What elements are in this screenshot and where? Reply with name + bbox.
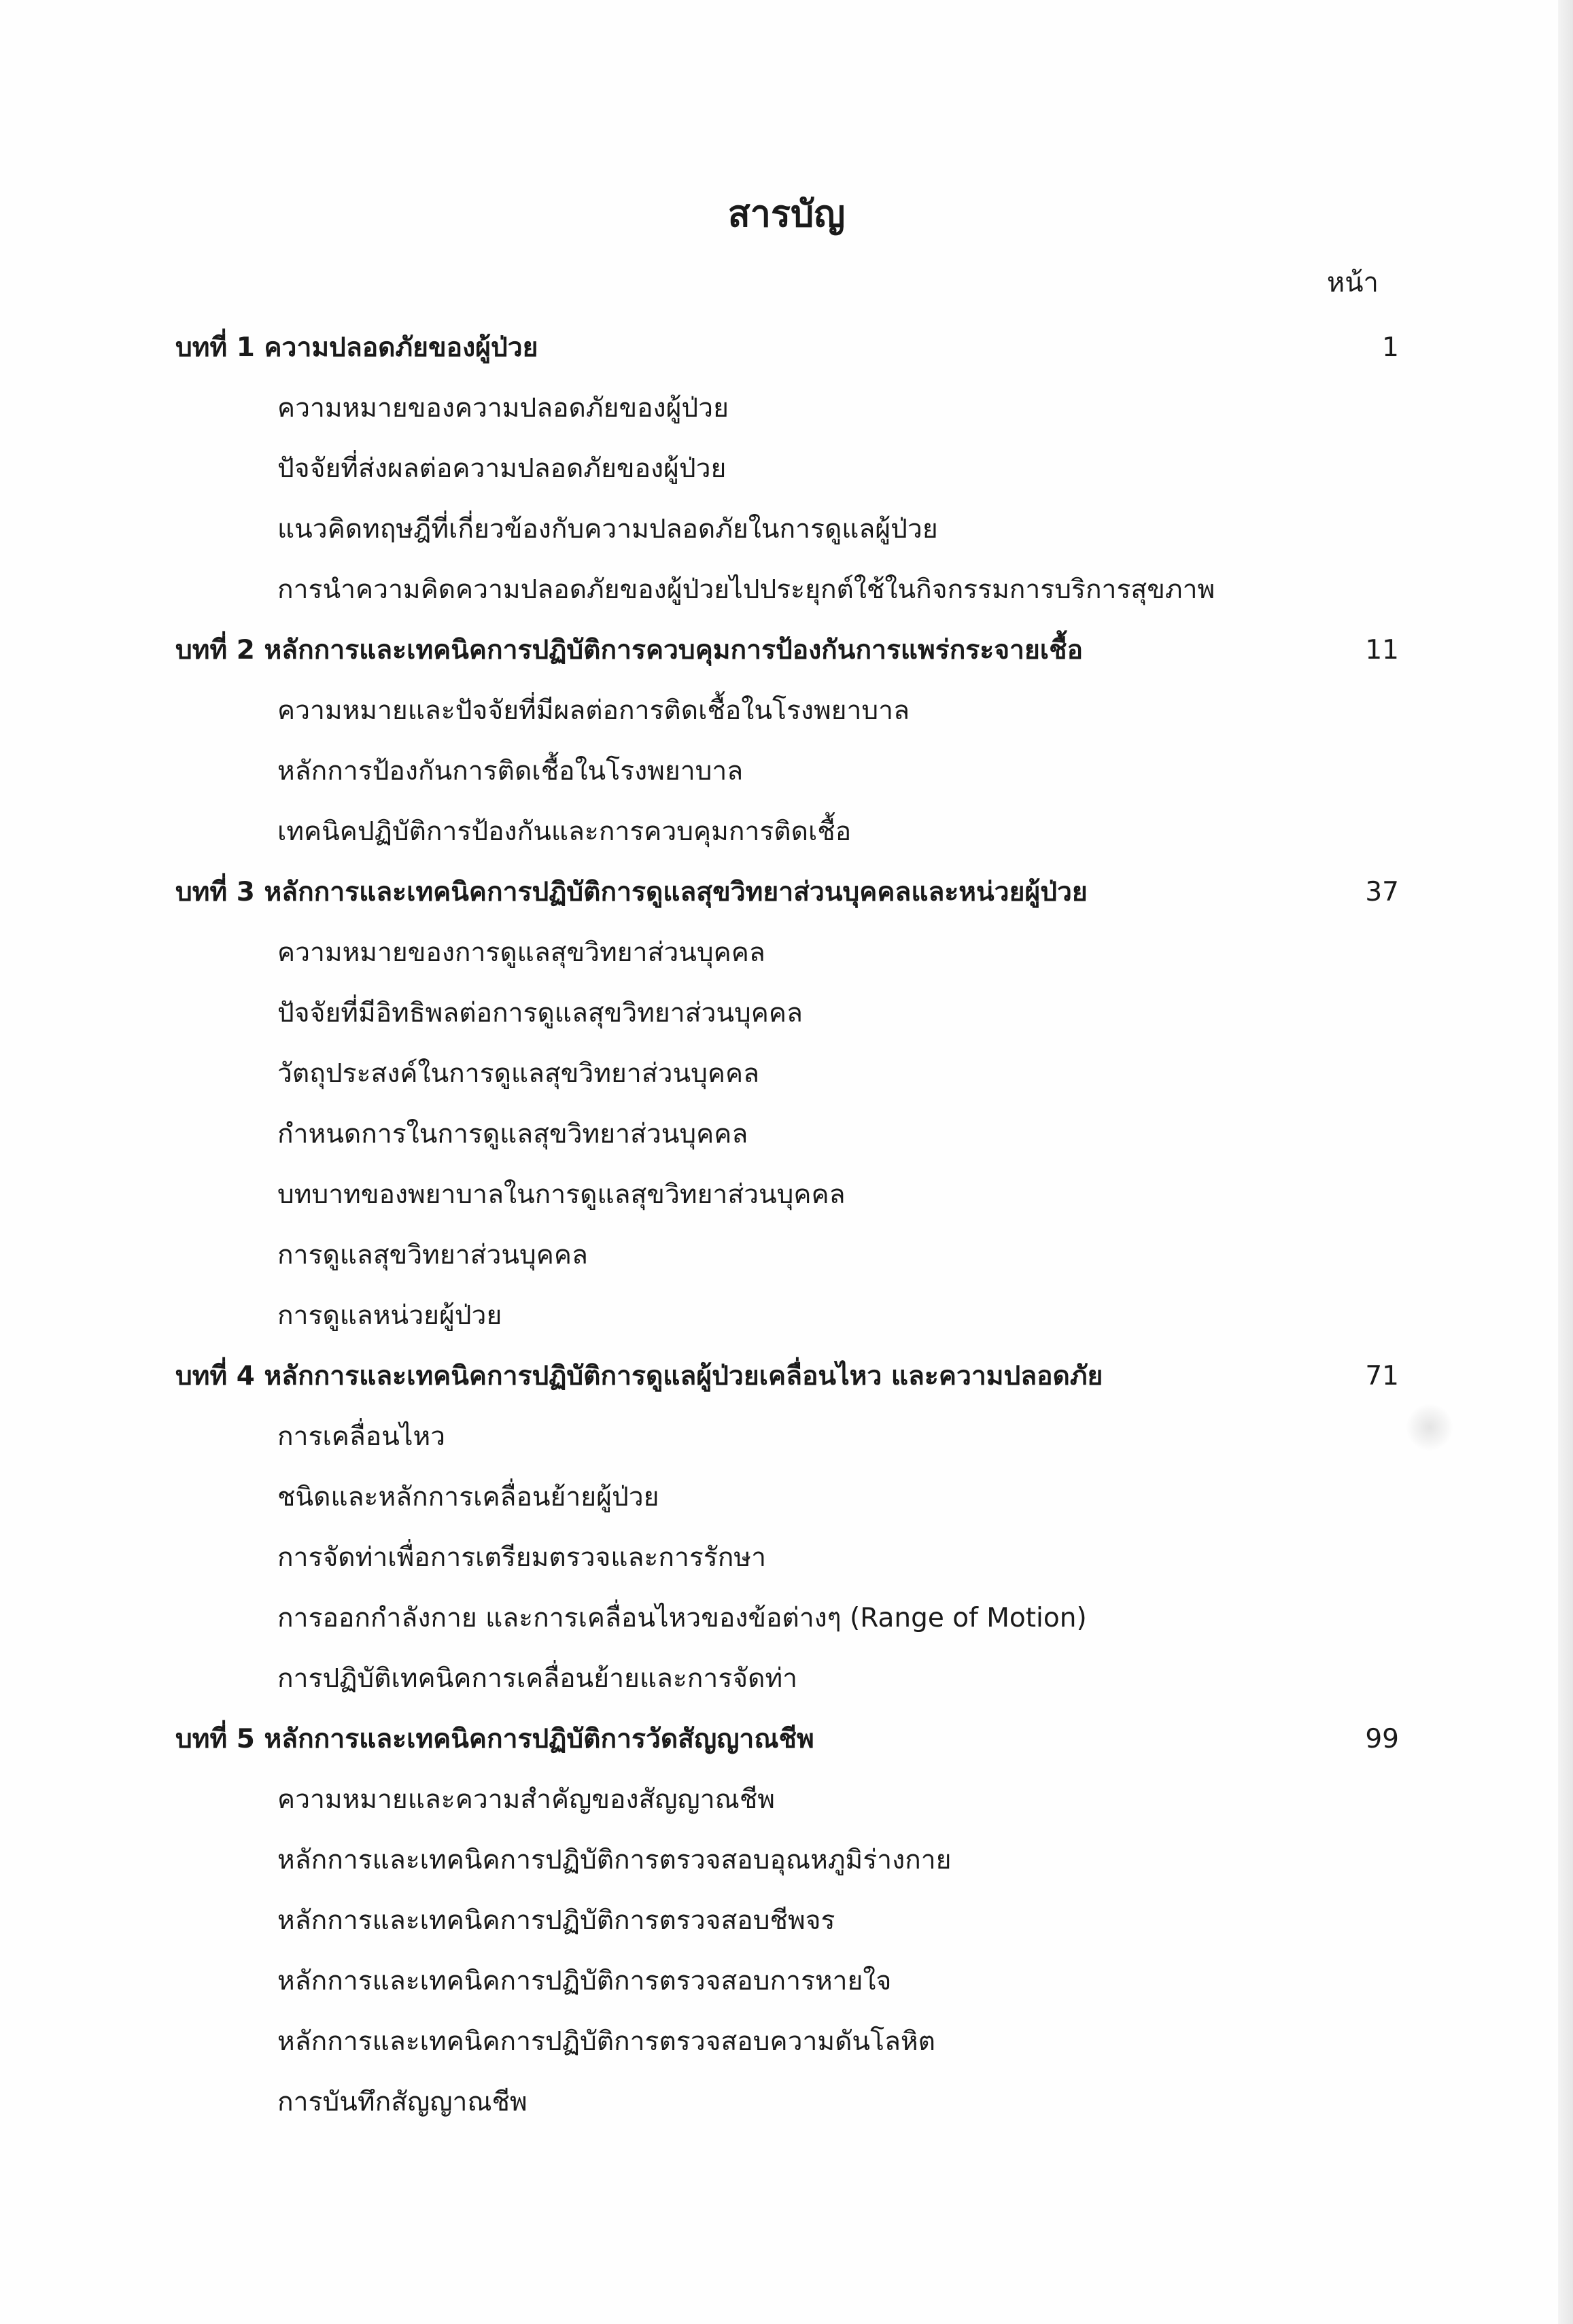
page-title: สารบัญ <box>727 192 846 235</box>
chapter-3-row[interactable] <box>175 864 1399 924</box>
topic-item[interactable] <box>175 1892 1399 1953</box>
chapter-1-row[interactable] <box>175 319 1399 380</box>
topic-item[interactable] <box>175 924 1399 985</box>
chapter-title: บทที่ 1 ความปลอดภัยของผู้ป่วย <box>175 332 538 363</box>
topic-text: การออกกำลังกาย และการเคลื่อนไหวของข้อต่างๆ (Range of Motion) <box>277 1603 1087 1633</box>
topic-text: หลักการและเทคนิคการปฏิบัติการตรวจสอบการหายใจ <box>277 1966 892 1996</box>
chapter-title: บทที่ 4 หลักการและเทคนิคการปฏิบัติการดูแลผู้ป่วยเคลื่อนไหว และความปลอดภัย <box>175 1361 1103 1391</box>
topic-item[interactable] <box>175 743 1399 803</box>
paper-stain <box>1406 1404 1453 1451</box>
chapter-title: บทที่ 5 หลักการและเทคนิคการปฏิบัติการวัดสัญญาณชีพ <box>175 1724 814 1754</box>
topic-item[interactable] <box>175 440 1399 501</box>
chapter-page-number: 99 <box>1365 1724 1399 1754</box>
topic-item[interactable] <box>175 501 1399 561</box>
topic-item[interactable] <box>175 2013 1399 2074</box>
topic-text: หลักการป้องกันการติดเชื้อในโรงพยาบาล <box>277 756 744 786</box>
topic-item[interactable] <box>175 1832 1399 1892</box>
topic-item[interactable] <box>175 803 1399 864</box>
topic-item[interactable] <box>175 380 1399 440</box>
table-of-contents <box>175 319 1399 2134</box>
topic-item[interactable] <box>175 1106 1399 1166</box>
topic-item[interactable] <box>175 1408 1399 1469</box>
topic-text: ความหมายและความสำคัญของสัญญาณชีพ <box>277 1784 776 1815</box>
topic-text: หลักการและเทคนิคการปฏิบัติการตรวจสอบชีพจร <box>277 1905 835 1936</box>
topic-item[interactable] <box>175 1590 1399 1650</box>
topic-text: แนวคิดทฤษฎีที่เกี่ยวข้องกับความปลอดภัยในการดูแลผู้ป่วย <box>277 514 938 544</box>
topic-item[interactable] <box>175 985 1399 1045</box>
chapter-2-row[interactable] <box>175 622 1399 682</box>
topic-text: หลักการและเทคนิคการปฏิบัติการตรวจสอบความดันโลหิต <box>277 2026 935 2057</box>
topic-text: ปัจจัยที่ส่งผลต่อความปลอดภัยของผู้ป่วย <box>277 453 727 484</box>
chapter-page-number: 1 <box>1382 332 1399 363</box>
topic-text: ปัจจัยที่มีอิทธิพลต่อการดูแลสุขวิทยาส่วนบุคคล <box>277 998 803 1028</box>
topic-text: หลักการและเทคนิคการปฏิบัติการตรวจสอบอุณหภูมิร่างกาย <box>277 1845 952 1875</box>
topic-text: ความหมายของการดูแลสุขวิทยาส่วนบุคคล <box>277 937 765 968</box>
chapter-title: บทที่ 2 หลักการและเทคนิคการปฏิบัติการควบคุมการป้องกันการแพร่กระจายเชื้อ <box>175 635 1084 665</box>
page-edge <box>1558 0 1573 2324</box>
topic-text: ความหมายของความปลอดภัยของผู้ป่วย <box>277 393 729 423</box>
page-number-column-header: หน้า <box>1326 267 1379 298</box>
topic-item[interactable] <box>175 1650 1399 1711</box>
topic-text: การบันทึกสัญญาณชีพ <box>277 2087 528 2117</box>
topic-item[interactable] <box>175 1045 1399 1106</box>
chapter-page-number: 71 <box>1365 1361 1399 1391</box>
topic-text: การดูแลหน่วยผู้ป่วย <box>277 1300 502 1331</box>
topic-item[interactable] <box>175 682 1399 743</box>
topic-text: ชนิดและหลักการเคลื่อนย้ายผู้ป่วย <box>277 1482 659 1512</box>
chapter-5-row[interactable] <box>175 1711 1399 1771</box>
topic-item[interactable] <box>175 1287 1399 1348</box>
chapter-4-row[interactable] <box>175 1348 1399 1408</box>
topic-text: การจัดท่าเพื่อการเตรียมตรวจและการรักษา <box>277 1542 766 1573</box>
chapter-title: บทที่ 3 หลักการและเทคนิคการปฏิบัติการดูแลสุขวิทยาส่วนบุคคลและหน่วยผู้ป่วย <box>175 877 1088 907</box>
topic-item[interactable] <box>175 561 1399 622</box>
topic-text: บทบาทของพยาบาลในการดูแลสุขวิทยาส่วนบุคคล <box>277 1179 846 1210</box>
topic-item[interactable] <box>175 1529 1399 1590</box>
topic-text: การปฏิบัติเทคนิคการเคลื่อนย้ายและการจัดท่า <box>277 1663 798 1694</box>
topic-text: ความหมายและปัจจัยที่มีผลต่อการติดเชื้อในโรงพยาบาล <box>277 695 910 726</box>
topic-item[interactable] <box>175 1227 1399 1287</box>
topic-text: กำหนดการในการดูแลสุขวิทยาส่วนบุคคล <box>277 1119 748 1149</box>
chapter-page-number: 11 <box>1365 635 1399 665</box>
topic-text: การดูแลสุขวิทยาส่วนบุคคล <box>277 1240 588 1270</box>
topic-text: การนำความคิดความปลอดภัยของผู้ป่วยไปประยุกต์ใช้ในกิจกรรมการบริการสุขภาพ <box>277 574 1215 605</box>
topic-item[interactable] <box>175 2074 1399 2134</box>
topic-item[interactable] <box>175 1771 1399 1832</box>
chapter-page-number: 37 <box>1365 877 1399 907</box>
topic-text: เทคนิคปฏิบัติการป้องกันและการควบคุมการติดเชื้อ <box>277 816 852 847</box>
topic-text: วัตถุประสงค์ในการดูแลสุขวิทยาส่วนบุคคล <box>277 1058 759 1089</box>
topic-item[interactable] <box>175 1469 1399 1529</box>
topic-item[interactable] <box>175 1166 1399 1227</box>
topic-item[interactable] <box>175 1953 1399 2013</box>
topic-text: การเคลื่อนไหว <box>277 1421 446 1452</box>
